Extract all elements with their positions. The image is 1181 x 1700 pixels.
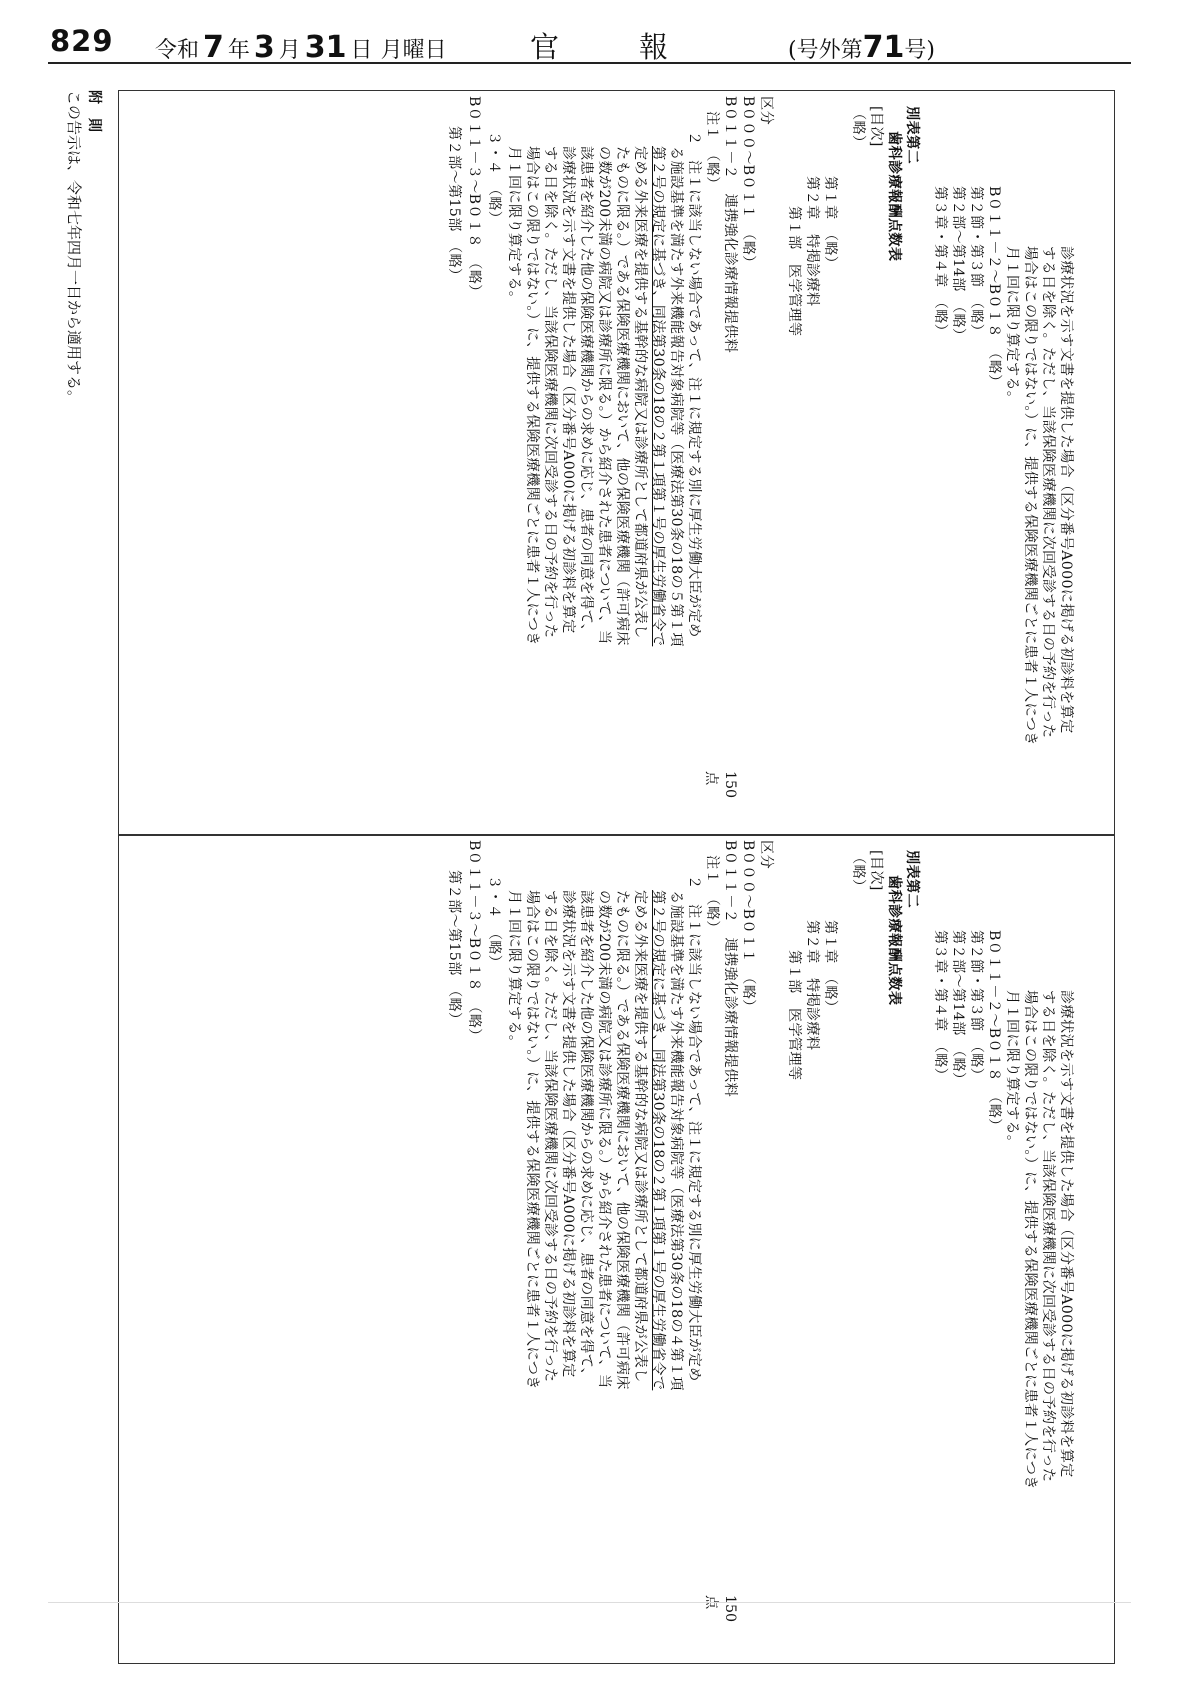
text-line: 区分 <box>758 840 774 869</box>
text-line: たものに限る。）である保険医療機関において、他の保険医療機関（許可病床 <box>614 146 630 646</box>
toc-label: [目次] <box>868 850 884 891</box>
text-line: 区分 <box>758 96 774 125</box>
date-year: 7 <box>203 30 224 65</box>
text-line: 第２節・第３節 （略） <box>968 930 984 1083</box>
text-line: 月１回に限り算定する。 <box>506 890 522 1050</box>
text-line: B０１１－３～B０１８ （略） <box>466 840 482 1043</box>
issue-value: 71 <box>862 30 905 65</box>
text-line: 第１章 （略） <box>822 176 838 271</box>
text-line: 第１章 （略） <box>822 920 838 1015</box>
text-line: する日を除く。ただし、当該保険医療機関に次回受診する日の予約を行った <box>542 890 558 1383</box>
date-era: 令和 <box>155 38 200 63</box>
issue-number <box>788 30 935 65</box>
text-line: 場合はこの限りではない。）に、提供する保険医療機関ごとに患者１人につき <box>1022 246 1038 746</box>
text-line: 場合はこの限りではない。）に、提供する保険医療機関ごとに患者１人につき <box>524 890 540 1390</box>
text-line: 定める外来医療を提供する基幹的な病院又は診療所として都道府県が公表し <box>632 890 648 1383</box>
text-line: B０１１－２ 連携強化診療情報提供料 <box>722 840 738 1098</box>
page-header <box>0 0 1181 64</box>
date-day-unit: 日 <box>350 38 373 63</box>
table-title: 歯科診療報酬点数表 <box>886 131 902 262</box>
text-line: 注１ （略） <box>704 111 720 191</box>
text-line: 第２節・第３節 （略） <box>968 186 984 339</box>
text-line: （略） <box>850 850 866 894</box>
table-title: 歯科診療報酬点数表 <box>886 875 902 1006</box>
text-line: 月１回に限り算定する。 <box>1004 990 1020 1150</box>
text-line: 第２部～第14部 （略） <box>950 186 966 343</box>
text-line: B０１１－３～B０１８ （略） <box>466 96 482 299</box>
date-month: 3 <box>253 30 275 65</box>
page-number: 829 <box>50 24 114 58</box>
supplementary-heading: 附 則 <box>86 90 102 132</box>
text-line: 場合はこの限りではない。）に、提供する保険医療機関ごとに患者１人につき <box>524 146 540 646</box>
text-line: B０１１－２ 連携強化診療情報提供料 <box>722 96 738 354</box>
text-line: 第１部 医学管理等 <box>786 206 802 337</box>
rotated-body <box>15 90 1115 1700</box>
text-line: する日を除く。ただし、当該保険医療機関に次回受診する日の予約を行った <box>542 146 558 639</box>
text-line: 第２部～第15部 （略） <box>446 870 462 1027</box>
date-day: 31 <box>304 30 347 65</box>
text-line: B０１１－２～B０１８ （略） <box>986 186 1002 389</box>
text-line: B０００～B０１１ （略） <box>740 96 756 270</box>
text-line: 診療状況を示す文書を提供した場合（区分番号A000に掲げる初診料を算定 <box>560 890 576 1378</box>
publication-date <box>155 30 447 65</box>
text-line: 第２章 特掲診療料 <box>804 176 820 307</box>
issue-suffix: 号) <box>904 38 935 63</box>
text-line: 第３章・第４章 （略） <box>932 930 948 1083</box>
issue-prefix: (号外第 <box>788 38 863 63</box>
text-line: B０００～B０１１ （略） <box>740 840 756 1014</box>
text-line: する日を除く。ただし、当該保険医療機関に次回受診する日の予約を行った <box>1040 990 1056 1483</box>
text-line: の数が200未満の病院又は診療所に限る。）から紹介された患者について、当 <box>596 890 612 1389</box>
text-line: 診療状況を示す文書を提供した場合（区分番号A000に掲げる初診料を算定 <box>560 146 576 634</box>
text-line: 該患者を紹介した他の保険医療機関からの求めに応じ、患者の同意を得て、 <box>578 890 594 1383</box>
text-line: 第２章 特掲診療料 <box>804 920 820 1051</box>
text-line: ３・４ （略） <box>486 131 502 226</box>
date-year-unit: 年 <box>227 38 250 63</box>
header-rule <box>48 62 1131 64</box>
text-line: る施設基準を満たす外来機能報告対象病院等（医療法第30条の18の５第１項 <box>668 146 684 647</box>
footer-rule <box>48 1602 1131 1603</box>
text-line: 定める外来医療を提供する基幹的な病院又は診療所として都道府県が公表し <box>632 146 648 639</box>
text-line: 月１回に限り算定する。 <box>1004 246 1020 406</box>
date-weekday: 月曜日 <box>380 38 447 63</box>
text-line: 第１部 医学管理等 <box>786 950 802 1081</box>
text-line: る施設基準を満たす外来機能報告対象病院等（医療法第30条の18の４第１項 <box>668 890 684 1391</box>
text-line: 該患者を紹介した他の保険医療機関からの求めに応じ、患者の同意を得て、 <box>578 146 594 639</box>
date-month-unit: 月 <box>278 38 301 63</box>
text-line: する日を除く。ただし、当該保険医療機関に次回受診する日の予約を行った <box>1040 246 1056 739</box>
text-line: の数が200未満の病院又は診療所に限る。）から紹介された患者について、当 <box>596 146 612 645</box>
text-line: B０１１－２～B０１８ （略） <box>986 930 1002 1133</box>
text-line: 注１ （略） <box>704 855 720 935</box>
text-line: 月１回に限り算定する。 <box>506 146 522 306</box>
gazette-title: 官報 <box>530 30 749 64</box>
table-after <box>118 834 1115 1664</box>
text-line: 第２号の規定に基づき、同法第30条の18の２第１項第１号の厚生労働省令で <box>650 146 666 647</box>
text-line: ２ 注１に該当しない場合であって、注１に規定する別に厚生労働大臣が定め <box>686 875 702 1382</box>
text-line: ２ 注１に該当しない場合であって、注１に規定する別に厚生労働大臣が定め <box>686 131 702 638</box>
text-line: 第２部～第14部 （略） <box>950 930 966 1087</box>
text-line: 第２号の規定に基づき、同法第30条の18の２第１項第１号の厚生労働省令で <box>650 890 666 1391</box>
text-line: （略） <box>850 106 866 150</box>
text-line: 第３章・第４章 （略） <box>932 186 948 339</box>
text-line: たものに限る。）である保険医療機関において、他の保険医療機関（許可病床 <box>614 890 630 1390</box>
supplementary-text: この告示は、令和七年四月一日から適用する。 <box>65 90 83 406</box>
text-line: ３・４ （略） <box>486 875 502 970</box>
table-before <box>118 90 1115 836</box>
text-line: 診療状況を示す文書を提供した場合（区分番号A000に掲げる初診料を算定 <box>1058 246 1074 734</box>
points-value: 150点 <box>703 771 738 799</box>
text-line: 診療状況を示す文書を提供した場合（区分番号A000に掲げる初診料を算定 <box>1058 990 1074 1478</box>
appendix-heading: 別表第二 <box>904 106 920 164</box>
appendix-heading: 別表第二 <box>904 850 920 908</box>
text-line: 場合はこの限りではない。）に、提供する保険医療機関ごとに患者１人につき <box>1022 990 1038 1490</box>
points-value: 150点 <box>703 1595 738 1623</box>
text-line: 第２部～第15部 （略） <box>446 126 462 283</box>
toc-label: [目次] <box>868 106 884 147</box>
